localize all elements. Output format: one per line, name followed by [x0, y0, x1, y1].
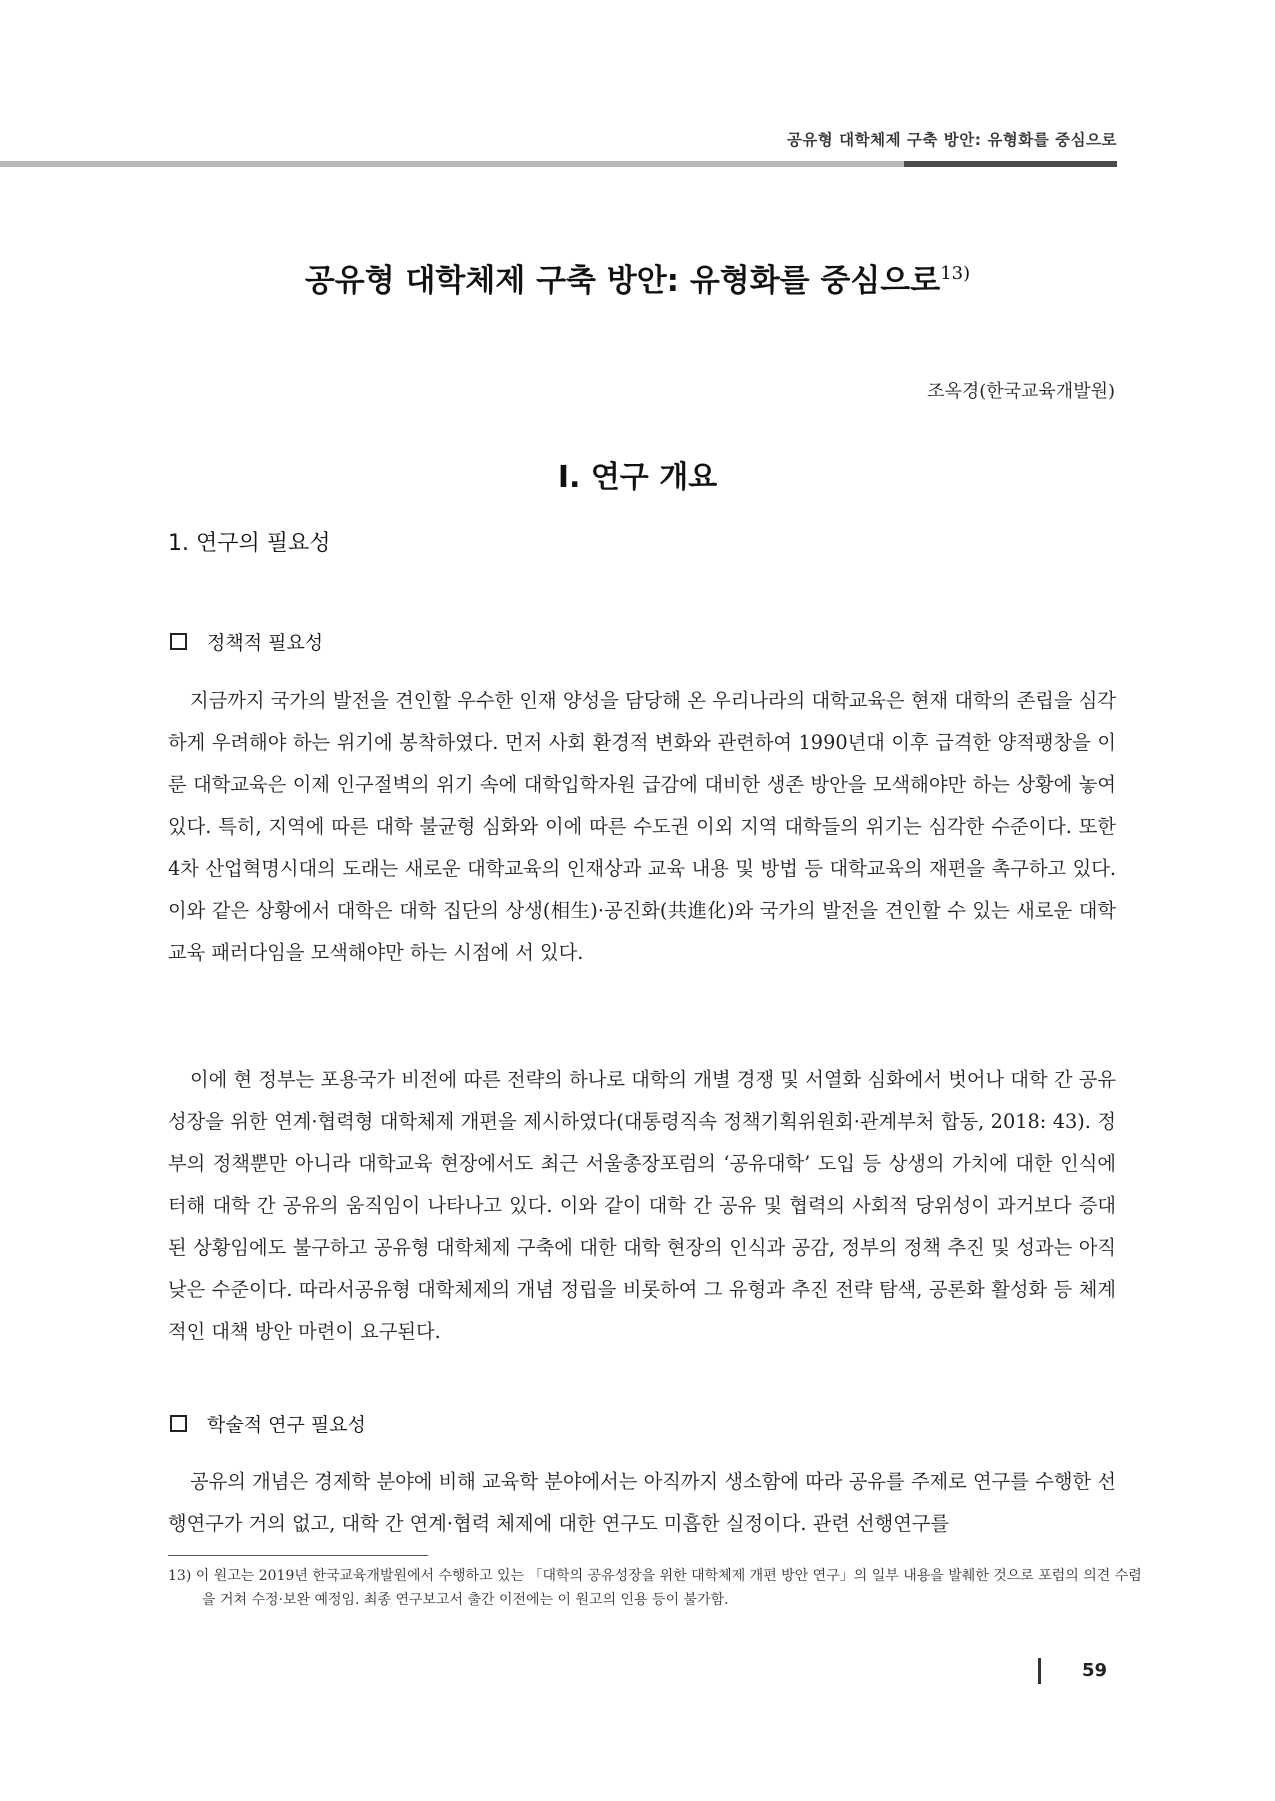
header-rule-accent: [904, 161, 1117, 167]
subsection-heading-policy: [170, 628, 323, 655]
title-text: 공유형 대학체제 구축 방안: 유형화를 중심으로: [304, 263, 941, 299]
running-header: 공유형 대학체제 구축 방안: 유형화를 중심으로: [786, 131, 1117, 149]
subsection-heading-academic: [170, 1410, 366, 1437]
checkbox-bullet-icon: [170, 1415, 187, 1432]
title-footnote-ref[interactable]: 13): [940, 263, 971, 284]
author-line: 조옥경(한국교육개발원): [927, 381, 1115, 402]
paragraph: 이에 현 정부는 포용국가 비전에 따른 전략의 하나로 대학의 개별 경쟁 및 서열화 심화에서 벗어나 대학 간 공유성장을 위한 연계·협력형 대학체제 개편을 제시하였다(대통령직속 정책기획위원회·관계부처 합동, 2018: 43). 정부의 정책뿐만 아니라 대학교육 현장에서도 최근 서울총장포럼의 ‘공유대학’ 도입 등 상생의 가치에 대한 인식에 터해 대학 간 공유의 움직임이 나타나고 있다. 이와 같이 대학 간 공유 및 협력의 사회적 당위성이 과거보다 증대된 상황임에도 불구하고 공유형 대학체제 구축에 대한 대학 현장의 인식과 공감, 정부의 정책 추진 및 성과는 아직 낮은 수준이다. 따라서공유형 대학체제의 개념 정립을 비롯하여 그 유형과 추진 전략 탐색, 공론화 활성화 등 체계적인 대책 방안 마련이 요구된다.: [168, 1068, 1116, 1343]
checkbox-bullet-icon: [170, 633, 187, 650]
section-heading: 1. 연구의 필요성: [168, 531, 331, 556]
page-title: [0, 255, 1275, 300]
page-number: 59: [1082, 1660, 1108, 1681]
paragraph: 공유의 개념은 경제학 분야에 비해 교육학 분야에서는 아직까지 생소함에 따라 공유를 주제로 연구를 수행한 선행연구가 거의 없고, 대학 간 연계·협력 체제에 대한 연구도 미흡한 실정이다. 관련 선행연구를: [168, 1470, 1116, 1535]
chapter-heading: Ⅰ. 연구 개요: [557, 460, 718, 495]
subsection-heading-text: 정책적 필요성: [207, 632, 324, 654]
footnote: 13) 이 원고는 2019년 한국교육개발원에서 수행하고 있는 「대학의 공유성장을 위한 대학체제 개편 방안 연구」의 일부 내용을 발췌한 것으로 포럼의 의견 수렴을 거쳐 수정·보완 예정임. 최종 연구보고서 출간 이전에는 이 원고의 인용 등이 불가함.: [168, 1568, 1142, 1608]
footnote-rule: [168, 1555, 428, 1556]
page-number-bar: [1038, 1658, 1041, 1684]
paragraph: 지금까지 국가의 발전을 견인할 우수한 인재 양성을 담당해 온 우리나라의 대학교육은 현재 대학의 존립을 심각하게 우려해야 하는 위기에 봉착하였다. 먼저 사회 환경적 변화와 관련하여 1990년대 이후 급격한 양적팽창을 이룬 대학교육은 이제 인구절벽의 위기 속에 대학입학자원 급감에 대비한 생존 방안을 모색해야만 하는 상황에 놓여 있다. 특히, 지역에 따른 대학 불균형 심화와 이에 따른 수도권 이외 지역 대학들의 위기는 심각한 수준이다. 또한 4차 산업혁명시대의 도래는 새로운 대학교육의 인재상과 교육 내용 및 방법 등 대학교육의 재편을 촉구하고 있다. 이와 같은 상황에서 대학은 대학 집단의 상생(相生)·공진화(共進化)와 국가의 발전을 견인할 수 있는 새로운 대학교육 패러다임을 모색해야만 하는 시점에 서 있다.: [168, 689, 1116, 964]
subsection-heading-text: 학술적 연구 필요성: [207, 1414, 366, 1436]
